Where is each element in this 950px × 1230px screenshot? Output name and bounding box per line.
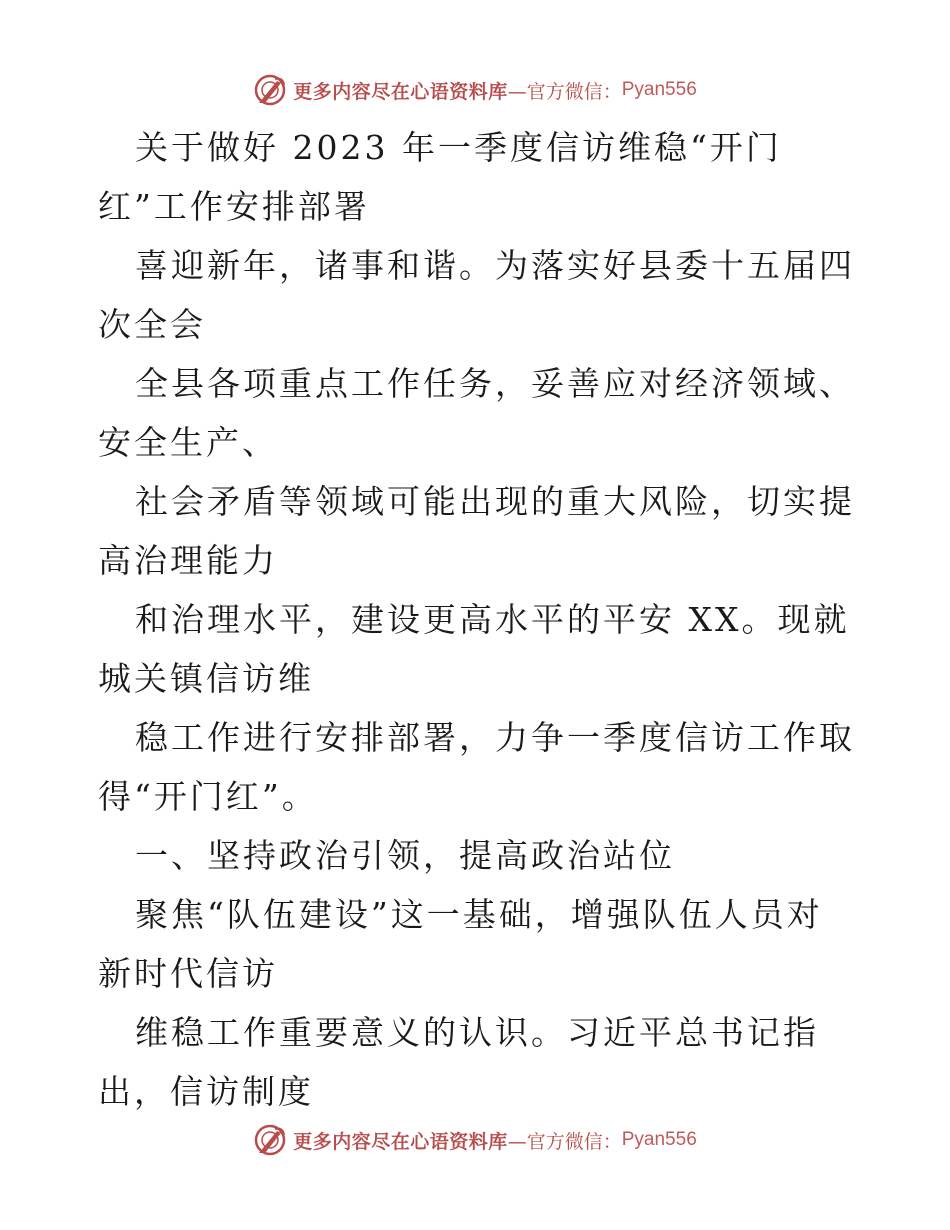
paragraph: 喜迎新年，诸事和谐。为落实好县委十五届四次全会 <box>98 246 855 344</box>
paragraph: 维稳工作重要意义的认识。习近平总书记指出，信访制度 <box>98 1013 819 1111</box>
document-body <box>98 118 858 1121</box>
paragraph: 稳工作进行安排部署，力争一季度信访工作取得“开门红”。 <box>98 718 855 816</box>
paragraph: 关于做好 2023 年一季度信访维稳“开门红”工作安排部署 <box>98 128 782 226</box>
footer-wechat-id: Pyan556 <box>621 1129 697 1150</box>
quill-logo-icon <box>253 73 287 107</box>
header-watermark <box>0 70 950 110</box>
header-contact-label: —官方微信： <box>507 80 622 103</box>
header-wechat-id: Pyan556 <box>621 79 697 100</box>
header-slogan: 更多内容尽在心语资料库 <box>293 80 508 103</box>
footer-contact-label: —官方微信： <box>507 1130 622 1153</box>
section-heading: 一、坚持政治引领，提高政治站位 <box>135 836 675 875</box>
paragraph: 和治理水平，建设更高水平的平安 XX。现就城关镇信访维 <box>98 600 850 698</box>
paragraph: 社会矛盾等领域可能出现的重大风险，切实提高治理能力 <box>98 482 855 580</box>
quill-logo-icon <box>253 1123 287 1157</box>
footer-slogan: 更多内容尽在心语资料库 <box>293 1130 508 1153</box>
paragraph: 聚焦“队伍建设”这一基础，增强队伍人员对新时代信访 <box>98 895 823 993</box>
paragraph: 全县各项重点工作任务，妥善应对经济领域、安全生产、 <box>98 364 855 462</box>
footer-watermark <box>0 1120 950 1160</box>
